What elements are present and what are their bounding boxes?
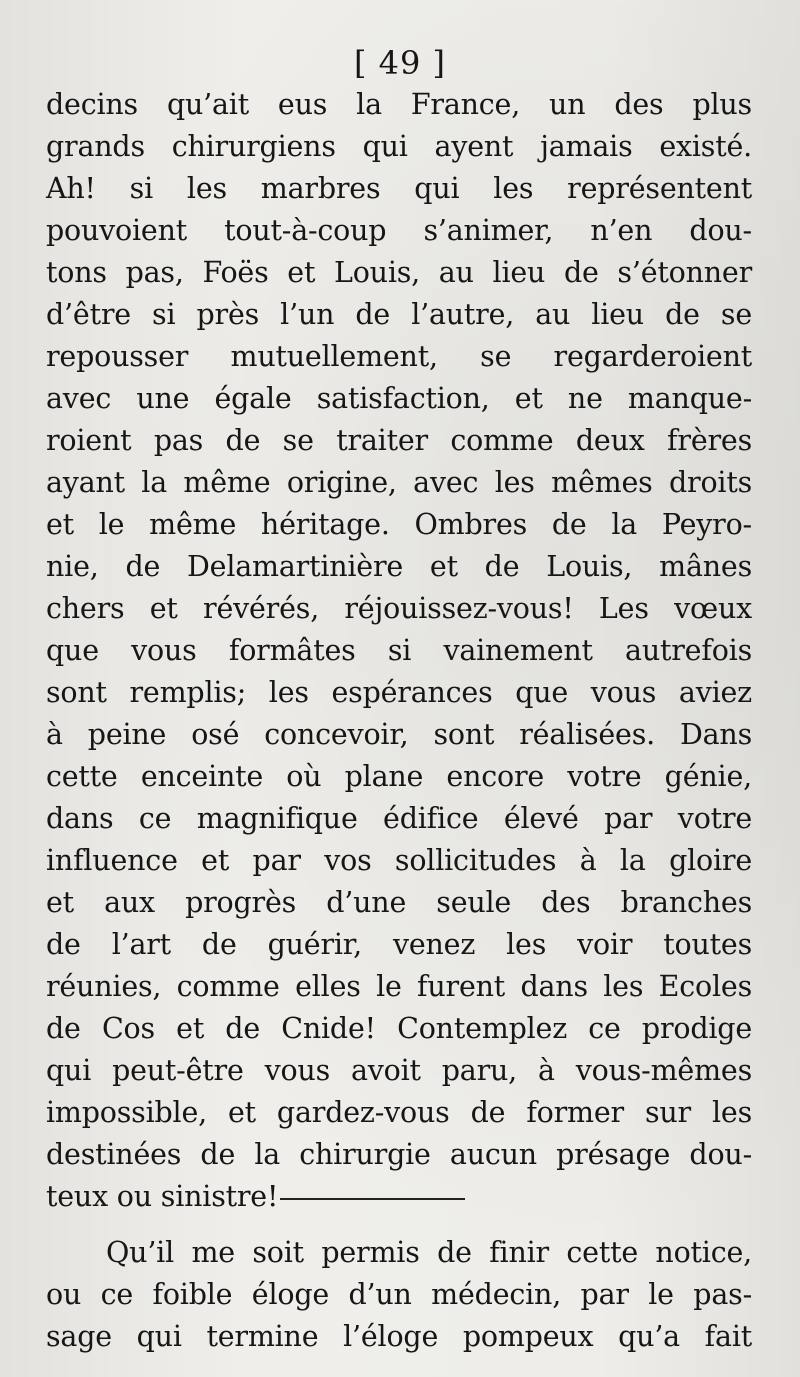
- paragraph-end-line: [46, 1176, 752, 1218]
- text-line: et le même héritage. Ombres de la Peyro-: [46, 508, 752, 541]
- text-line: influence et par vos sollicitudes à la gloire: [46, 844, 752, 877]
- text-line: ayant la même origine, avec les mêmes droits: [46, 466, 752, 499]
- text-line: avec une égale satisfaction, et ne manque-: [46, 382, 752, 415]
- paragraph-gap: [46, 1218, 752, 1232]
- text-line: chers et révérés, réjouissez-vous! Les vœux: [46, 592, 752, 625]
- text-line: à peine osé concevoir, sont réalisées. Dans: [46, 718, 752, 751]
- text-line: d’être si près l’un de l’autre, au lieu de se: [46, 298, 752, 331]
- text-line: repousser mutuellement, se regarderoient: [46, 340, 752, 373]
- text-line: ou ce foible éloge d’un médecin, par le pas-: [46, 1278, 752, 1311]
- text-line: pouvoient tout-à-coup s’animer, n’en dou-: [46, 214, 752, 247]
- page-body: [46, 84, 752, 1358]
- text-line: cette enceinte où plane encore votre génie,: [46, 760, 752, 793]
- text-line: et aux progrès d’une seule des branches: [46, 886, 752, 919]
- text-line: nie, de Delamartinière et de Louis, mânes: [46, 550, 752, 583]
- page-number: [ 49 ]: [353, 44, 447, 82]
- text-line: roient pas de se traiter comme deux frères: [46, 424, 752, 457]
- text-line: réunies, comme elles le furent dans les Ecoles: [46, 970, 752, 1003]
- text-line: qui peut-être vous avoit paru, à vous-mêmes: [46, 1054, 752, 1087]
- text-line: sont remplis; les espérances que vous aviez: [46, 676, 752, 709]
- text-line: Ah! si les marbres qui les représentent: [46, 172, 752, 205]
- text-line: decins qu’ait eus la France, un des plus: [46, 88, 752, 121]
- text-line: teux ou sinistre!: [46, 1180, 279, 1213]
- text-line: que vous formâtes si vainement autrefois: [46, 634, 752, 667]
- text-line: grands chirurgiens qui ayent jamais existé.: [46, 130, 752, 163]
- text-line: impossible, et gardez-vous de former sur les: [46, 1096, 752, 1129]
- text-line: dans ce magnifique édifice élevé par votre: [46, 802, 752, 835]
- text-line: de Cos et de Cnide! Contemplez ce prodige: [46, 1012, 752, 1045]
- text-line: sage qui termine l’éloge pompeux qu’a fait: [46, 1320, 752, 1353]
- text-line: destinées de la chirurgie aucun présage dou-: [46, 1138, 752, 1171]
- text-line: de l’art de guérir, venez les voir toutes: [46, 928, 752, 961]
- text-line: tons pas, Foës et Louis, au lieu de s’étonner: [46, 256, 752, 289]
- text-line: Qu’il me soit permis de finir cette notice,: [106, 1236, 752, 1269]
- end-rule: [280, 1198, 465, 1200]
